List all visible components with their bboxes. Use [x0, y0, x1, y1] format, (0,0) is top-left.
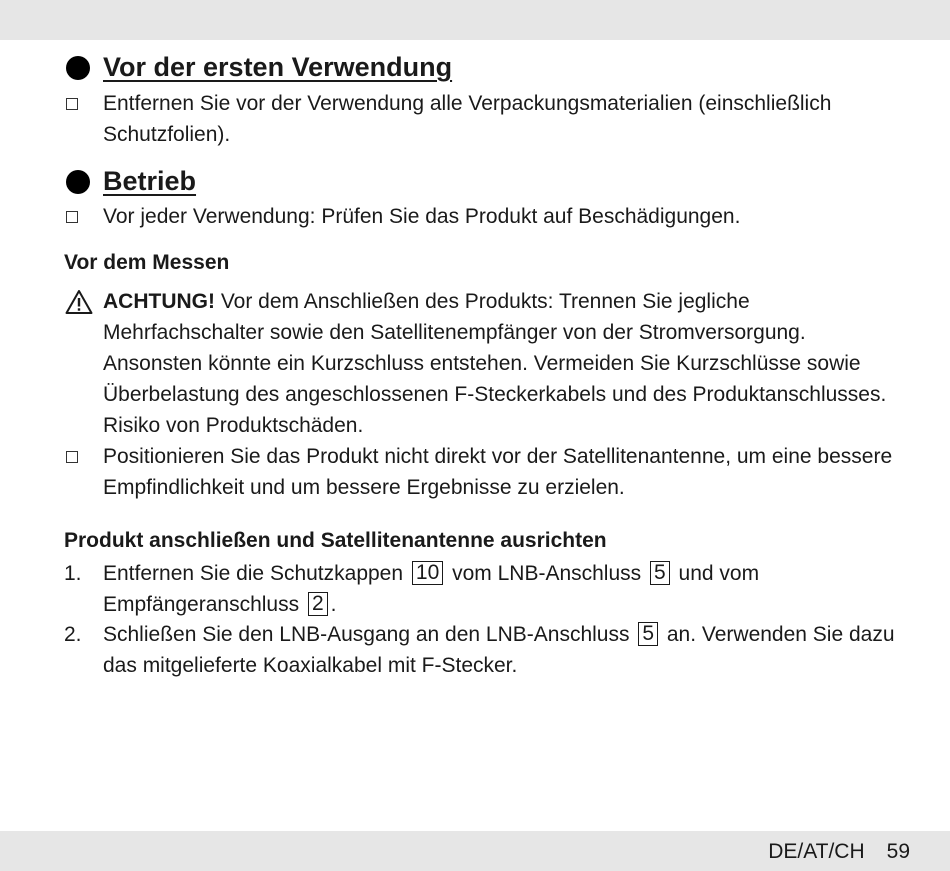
step-1-line-2 — [103, 590, 336, 621]
bullet-dot-icon — [66, 170, 90, 194]
region-label: DE/AT/CH — [768, 840, 865, 863]
page-footer — [768, 840, 910, 864]
warning-label: ACHTUNG! — [103, 290, 215, 313]
text-line: das mitgelieferte Koaxialkabel mit F-Stecker. — [103, 654, 518, 677]
subheading-before-measuring: Vor dem Messen — [64, 251, 230, 274]
text-line: Empfindlichkeit und um bessere Ergebnisse zu erzielen. — [103, 476, 625, 499]
step-2-line — [103, 620, 895, 651]
section-title: Betrieb — [103, 166, 197, 196]
checkbox-bullet-icon — [66, 211, 78, 223]
reference-number-box: 5 — [650, 561, 670, 585]
reference-number-box: 10 — [412, 561, 443, 585]
checkbox-bullet-icon — [66, 451, 78, 463]
step-text: Empfängeranschluss — [103, 593, 300, 616]
step-text: Entfernen Sie die Schutzkappen — [103, 562, 404, 585]
text-line: Risiko von Produktschäden. — [103, 414, 364, 437]
step-text: . — [330, 593, 337, 616]
step-text: Schließen Sie den LNB-Ausgang an den LNB-Anschluss — [103, 623, 630, 646]
text-line: Schutzfolien). — [103, 123, 231, 146]
step-text: und vom — [678, 562, 760, 585]
text-line: Ansonsten könnte ein Kurzschluss entstehen. Vermeiden Sie Kurzschlüsse sowie — [103, 352, 861, 375]
text-line: Mehrfachschalter sowie den Satellitenempfänger von der Stromversorgung. — [103, 321, 806, 344]
text-line: Vor jeder Verwendung: Prüfen Sie das Produkt auf Beschädigungen. — [103, 205, 741, 228]
reference-number-box: 2 — [308, 592, 328, 616]
text-line: Entfernen Sie vor der Verwendung alle Verpackungsmaterialien (einschließlich — [103, 92, 832, 115]
page-number: 59 — [886, 840, 910, 863]
step-text: an. Verwenden Sie dazu — [666, 623, 895, 646]
step-number: 1. — [64, 562, 82, 585]
step-1-line — [103, 559, 759, 590]
step-text: vom LNB-Anschluss — [452, 562, 642, 585]
section-heading-operation — [66, 166, 196, 197]
warning-triangle-icon — [65, 289, 93, 315]
checkbox-bullet-icon — [66, 98, 78, 110]
warning-line — [103, 287, 750, 318]
section-heading-first-use — [66, 52, 452, 83]
warning-text: Vor dem Anschließen des Produkts: Trennen Sie jegliche — [214, 290, 750, 313]
step-number: 2. — [64, 623, 82, 646]
text-line: Positionieren Sie das Produkt nicht direkt vor der Satellitenantenne, um eine bessere — [103, 445, 893, 468]
top-bar — [0, 0, 950, 40]
subheading-connect-product: Produkt anschließen und Satellitenantenne ausrichten — [64, 529, 607, 552]
section-title: Vor der ersten Verwendung — [103, 52, 453, 82]
reference-number-box: 5 — [638, 622, 658, 646]
text-line: Überbelastung des angeschlossenen F-Steckerkabels und des Produktanschlusses. — [103, 383, 887, 406]
bullet-dot-icon — [66, 56, 90, 80]
